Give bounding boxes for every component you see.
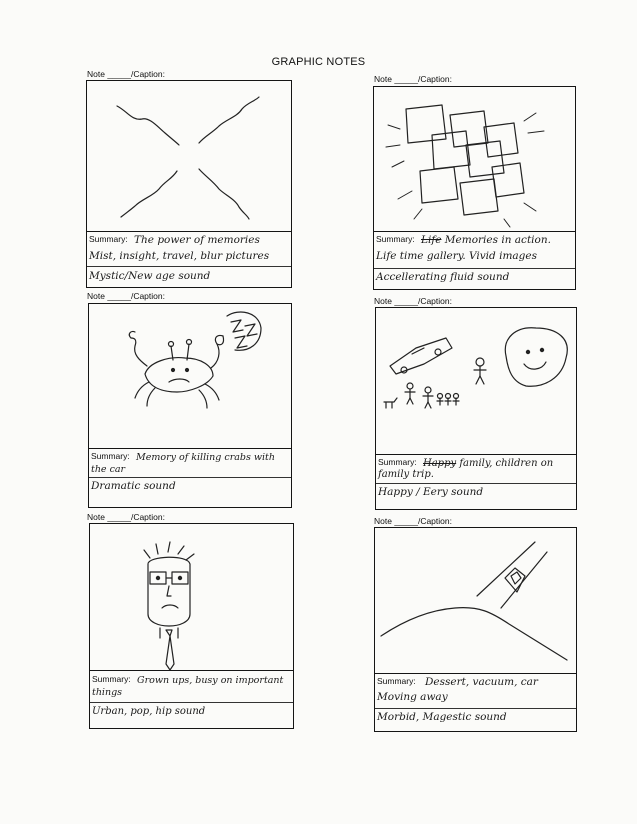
summary-line-1: Dessert, vacuum, car bbox=[425, 676, 538, 688]
note-panel-6 bbox=[374, 527, 577, 732]
summary-line-3: Accellerating fluid sound bbox=[376, 271, 510, 283]
summary-line-1 bbox=[421, 233, 573, 248]
summary-line-3: Urban, pop, hip sound bbox=[92, 706, 206, 717]
panel-summary-2 bbox=[374, 232, 575, 289]
struck-word: Happy bbox=[423, 458, 457, 469]
divider bbox=[90, 702, 293, 703]
note-caption-label-3: Note _____/Caption: bbox=[87, 291, 165, 301]
note-caption-label-1: Note _____/Caption: bbox=[87, 69, 165, 79]
note-panel-3 bbox=[88, 303, 292, 508]
panel-summary-6 bbox=[375, 674, 576, 731]
divider bbox=[374, 268, 575, 269]
note-panel-1 bbox=[86, 80, 292, 288]
summary-line-2: things bbox=[92, 687, 123, 698]
summary-line-2: Moving away bbox=[377, 691, 448, 703]
page-title: GRAPHIC NOTES bbox=[271, 56, 366, 68]
note-panel-5 bbox=[89, 523, 294, 729]
panel-sketch-1 bbox=[87, 81, 291, 232]
panel-summary-1 bbox=[87, 232, 291, 287]
photo-frames-icon bbox=[374, 87, 575, 231]
rays-icon bbox=[87, 81, 291, 231]
summary-line-3: Mystic/New age sound bbox=[89, 270, 211, 282]
summary-line-3: Happy / Eery sound bbox=[378, 486, 484, 498]
note-panel-4 bbox=[375, 307, 577, 510]
panel-sketch-2 bbox=[374, 87, 575, 232]
summary-line-3: Dramatic sound bbox=[91, 480, 176, 492]
summary-line-1: The power of memories bbox=[134, 234, 260, 246]
note-caption-label-5: Note _____/Caption: bbox=[87, 512, 165, 522]
note-caption-label-2: Note _____/Caption: bbox=[374, 74, 452, 84]
summary-line-2: the car bbox=[91, 464, 126, 475]
summary-line-3: Morbid, Magestic sound bbox=[377, 711, 507, 723]
divider bbox=[375, 708, 576, 709]
note-panel-2 bbox=[373, 86, 576, 290]
summary-text: Memories in action. bbox=[444, 234, 551, 246]
struck-word: Life bbox=[421, 234, 442, 246]
family-icon bbox=[376, 308, 576, 454]
divider bbox=[89, 477, 291, 478]
note-caption-label-4: Note _____/Caption: bbox=[374, 296, 452, 306]
panel-summary-3 bbox=[89, 449, 291, 507]
panel-summary-4 bbox=[376, 455, 576, 509]
stressed-man-icon bbox=[90, 524, 293, 670]
summary-label: Summary: bbox=[376, 234, 415, 244]
panel-sketch-4 bbox=[376, 308, 576, 455]
summary-line-2: Mist, insight, travel, blur pictures bbox=[89, 250, 270, 262]
summary-line-2: family trip. bbox=[378, 469, 434, 480]
summary-line-2: Life time gallery. Vivid images bbox=[376, 250, 538, 262]
divider bbox=[87, 266, 291, 267]
summary-label: Summary: bbox=[92, 674, 131, 684]
crab-icon bbox=[89, 304, 291, 448]
summary-label: Summary: bbox=[89, 234, 128, 244]
divider bbox=[376, 483, 576, 484]
note-caption-label-6: Note _____/Caption: bbox=[374, 516, 452, 526]
summary-label: Summary: bbox=[378, 457, 417, 467]
summary-label: Summary: bbox=[377, 676, 416, 686]
panel-sketch-5 bbox=[90, 524, 293, 671]
panel-sketch-3 bbox=[89, 304, 291, 449]
summary-line-1: Memory of killing crabs with bbox=[136, 452, 275, 463]
panel-summary-5 bbox=[90, 672, 293, 728]
desert-car-icon bbox=[375, 528, 576, 673]
panel-sketch-6 bbox=[375, 528, 576, 674]
summary-label: Summary: bbox=[91, 451, 130, 461]
summary-text: family, children on bbox=[459, 458, 554, 469]
summary-line-1: Grown ups, busy on important bbox=[137, 675, 284, 686]
